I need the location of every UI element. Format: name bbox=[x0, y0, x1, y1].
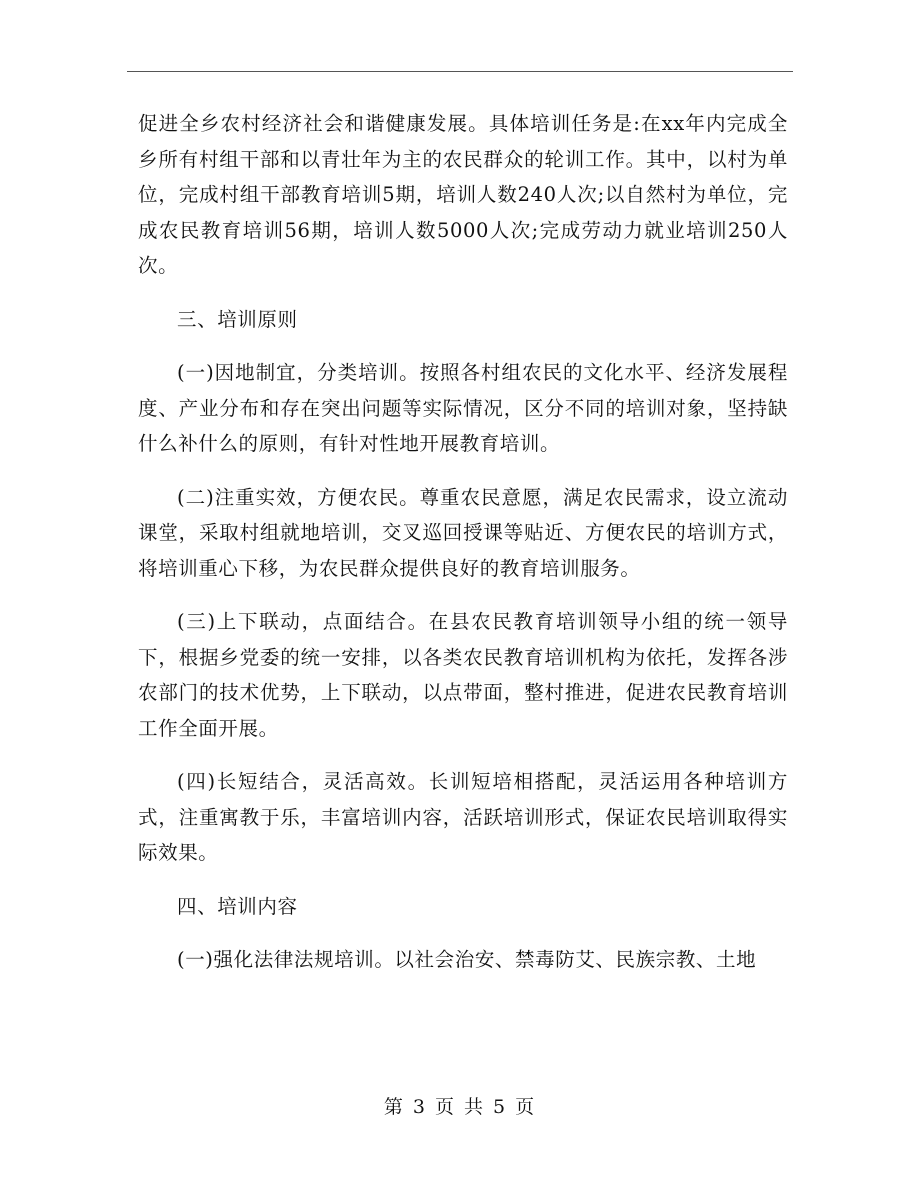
page-number-footer: 第 3 页 共 5 页 bbox=[383, 1096, 537, 1118]
header-rule bbox=[127, 71, 793, 72]
paragraph-content-1: (一)强化法律法规培训。以社会治安、禁毒防艾、民族宗教、土地 bbox=[177, 948, 757, 971]
paragraph-task-continuation: 促进全乡农村经济社会和谐健康发展。具体培训任务是:在xx年内完成全乡所有村组干部和以青壮年为主的农民群众的轮训工作。其中，以村为单位，完成村组干部教育培训5期，培训人数240人次;以自然村为单位，完成农民教育培训56期，培训人数5000人次;完成劳动力就业培训250人次。 bbox=[138, 112, 788, 277]
document-body bbox=[138, 106, 788, 978]
paragraph-principle-1: (一)因地制宜，分类培训。按照各村组农民的文化水平、经济发展程度、产业分布和存在突出问题等实际情况，区分不同的培训对象，坚持缺什么补什么的原则，有针对性地开展教育培训。 bbox=[138, 361, 788, 455]
paragraph-principle-4: (四)长短结合，灵活高效。长训短培相搭配，灵活运用各种培训方式，注重寓教于乐，丰富培训内容，活跃培训形式，保证农民培训取得实际效果。 bbox=[138, 770, 788, 864]
paragraph-principle-2: (二)注重实效，方便农民。尊重农民意愿，满足农民需求，设立流动课堂，采取村组就地培训，交叉巡回授课等贴近、方便农民的培训方式，将培训重心下移，为农民群众提供良好的教育培训服务。 bbox=[138, 485, 788, 580]
section-heading-training-content: 四、培训内容 bbox=[177, 894, 298, 918]
section-heading-training-principles: 三、培训原则 bbox=[177, 307, 298, 331]
paragraph-principle-3: (三)上下联动，点面结合。在县农民教育培训领导小组的统一领导下，根据乡党委的统一安排，以各类农民教育培训机构为依托，发挥各涉农部门的技术优势，上下联动，以点带面，整村推进，促进农民教育培训工作全面开展。 bbox=[138, 610, 788, 740]
